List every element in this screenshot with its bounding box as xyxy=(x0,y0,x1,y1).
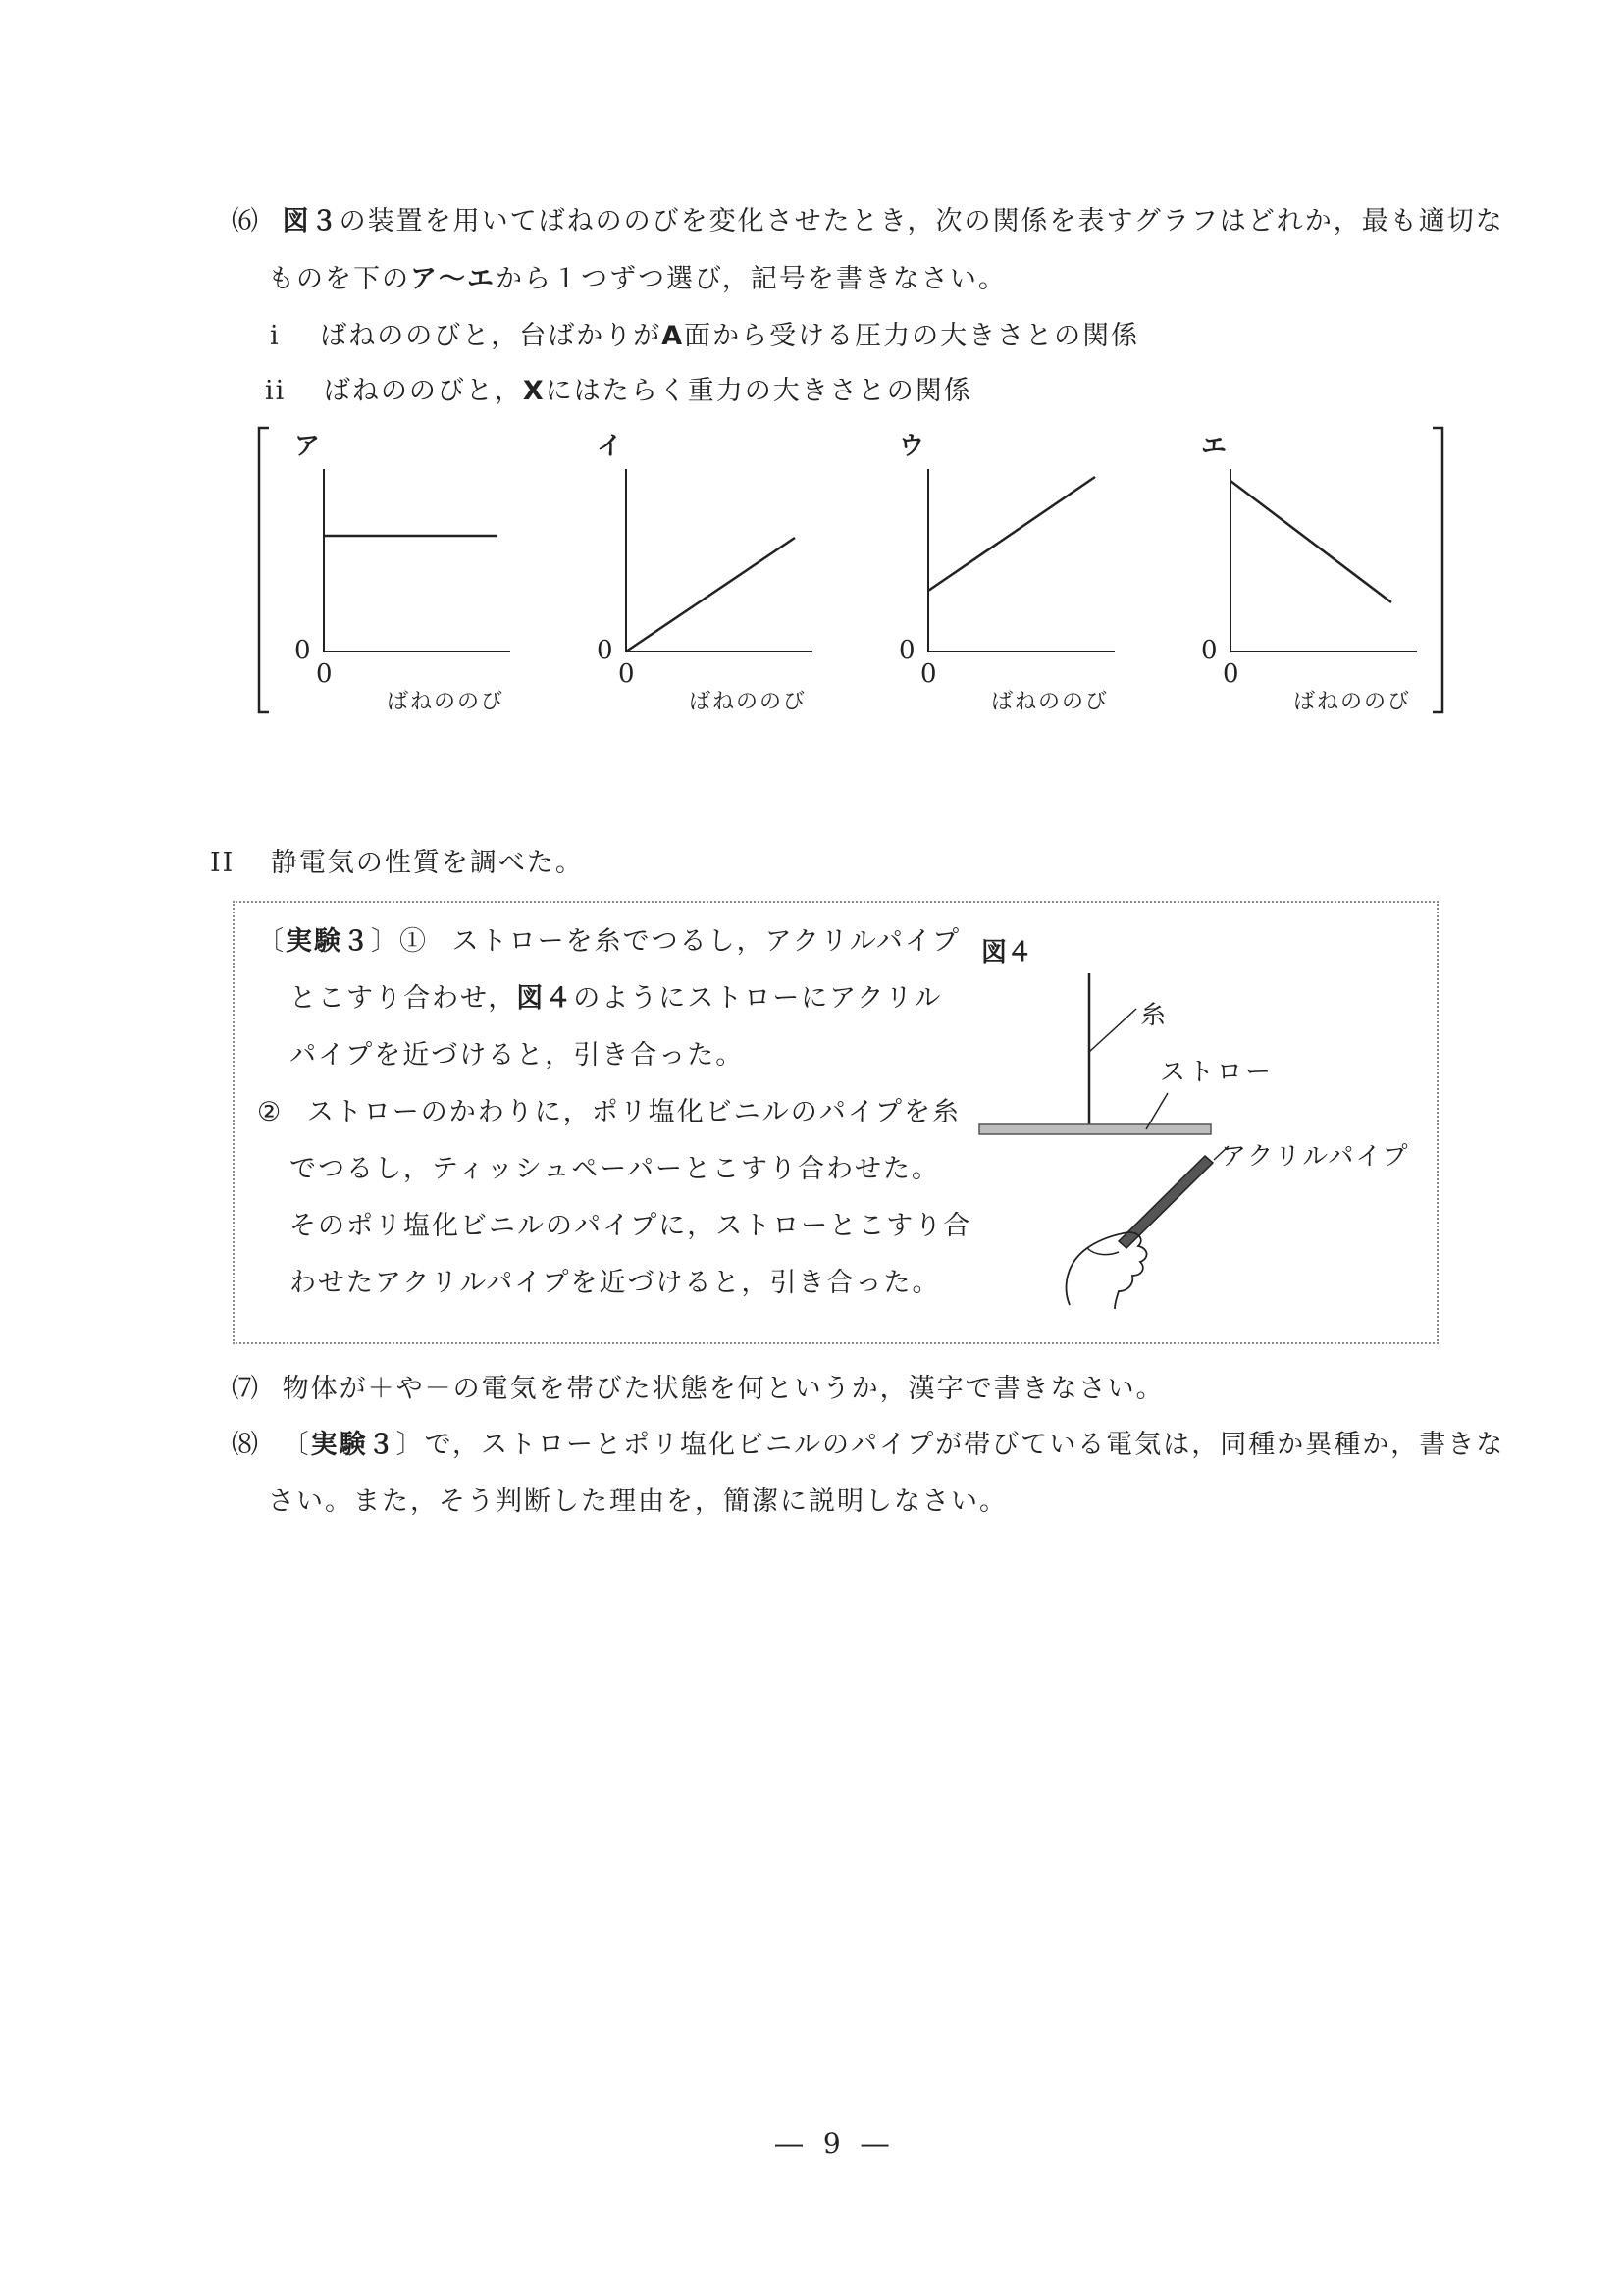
exp3-line4-text: ストローのかわりに，ポリ塩化ビニルのパイプを糸 xyxy=(306,1097,962,1127)
exp3-line2 xyxy=(289,985,942,1012)
fig4-title: 図４ xyxy=(981,938,1033,967)
graph-e-zero-x: 0 xyxy=(1223,659,1239,689)
section-2-title: 静電気の性質を調べた。 xyxy=(270,848,584,878)
q6-item-ii xyxy=(265,378,972,404)
q7-text: 物体が＋や－の電気を帯びた状態を何というか，漢字で書きなさい。 xyxy=(282,1374,1165,1404)
left-bracket xyxy=(253,424,273,718)
q6-i-text-b: 面から受ける圧力の大きさとの関係 xyxy=(684,321,1140,351)
graph-i-zero-x: 0 xyxy=(618,659,635,689)
exp3-line5: でつるし，ティッシュペーパーとこすり合わせた。 xyxy=(289,1154,940,1184)
graph-a-label: ア xyxy=(294,432,321,461)
graph-i-line xyxy=(626,538,795,652)
q7 xyxy=(232,1376,1165,1402)
q8-line2: さい。また，そう判断した理由を，簡潔に説明しなさい。 xyxy=(268,1487,1008,1517)
graph-u-xlabel: ばねののび xyxy=(991,690,1110,714)
fig4-straw xyxy=(979,1124,1211,1134)
q6-number: ⑹ xyxy=(232,206,260,236)
exp3-line4 xyxy=(257,1099,961,1125)
q6-ii-mark: ii xyxy=(265,376,287,406)
exp3-line7: わせたアクリルパイプを近づけると，引き合った。 xyxy=(289,1268,941,1298)
page-number: ― 9 ― xyxy=(775,2127,895,2160)
graph-e-label: エ xyxy=(1201,432,1228,461)
q6-choice-range: ア～エ xyxy=(410,264,496,294)
exp3-line1-text: ストローを糸でつるし，アクリルパイプ xyxy=(451,926,962,957)
q6-line1 xyxy=(232,208,1504,235)
q6-line1-text: の装置を用いてばねののびを変化させたとき，次の関係を表すグラフはどれか，最も適切な xyxy=(339,206,1504,236)
graph-e-xlabel: ばねののび xyxy=(1293,690,1412,714)
graph-i xyxy=(587,422,852,716)
graph-a-zero-y: 0 xyxy=(294,636,311,665)
q6-ii-label-X: X xyxy=(522,376,546,406)
exp3-bracket-close: 〕 xyxy=(371,926,399,957)
graph-e-line xyxy=(1230,481,1391,602)
q6-line2-a: ものを下の xyxy=(268,264,410,294)
q6-item-i xyxy=(270,323,1139,349)
exp3-step1-num: ① xyxy=(399,926,428,957)
exp3-line3: パイプを近づけると，引き合った。 xyxy=(289,1040,745,1070)
q6-line2 xyxy=(268,266,1007,292)
fig4-label-thread: 糸 xyxy=(1140,1001,1167,1030)
q8-number: ⑻ xyxy=(232,1430,260,1460)
q8-exp-label: 実験３ xyxy=(310,1430,396,1460)
graph-i-label: イ xyxy=(597,432,623,461)
graph-u-label: ウ xyxy=(899,432,925,461)
q6-line2-b: から１つずつ選び，記号を書きなさい。 xyxy=(496,264,1007,294)
fig4-label-straw: ストロー xyxy=(1160,1058,1275,1087)
q6-ii-text-a: ばねののびと， xyxy=(323,376,523,406)
graph-a-xlabel: ばねののび xyxy=(387,690,505,714)
q8-line1 xyxy=(232,1432,1504,1458)
q8-bracket-open: 〔 xyxy=(282,1430,311,1460)
exp3-line6: そのポリ塩化ビニルのパイプに，ストローとこすり合 xyxy=(289,1211,972,1241)
graph-i-xlabel: ばねののび xyxy=(689,690,808,714)
exp3-line1 xyxy=(257,928,961,955)
q8-text: 〕で，ストローとポリ塩化ビニルのパイプが帯びている電気は，同種か異種か，書きな xyxy=(395,1430,1505,1460)
fig4-thumb xyxy=(1087,1248,1119,1255)
fig4-acrylic-pipe xyxy=(1119,1156,1213,1248)
exp3-label: 実験３ xyxy=(286,926,371,957)
q7-number: ⑺ xyxy=(232,1374,260,1404)
exp3-bracket-open: 〔 xyxy=(257,926,286,957)
graph-i-zero-y: 0 xyxy=(597,636,613,665)
graph-u-zero-x: 0 xyxy=(920,659,937,689)
section-2-mark: II xyxy=(210,848,236,878)
q6-i-label-A: A xyxy=(661,321,685,351)
section-2-heading xyxy=(210,850,584,876)
q6-ii-text-b: にはたらく重力の大きさとの関係 xyxy=(545,376,972,406)
graph-u-line xyxy=(928,477,1095,591)
exp3-line2-b: のようにストローにアクリル xyxy=(573,983,943,1014)
graph-e-zero-y: 0 xyxy=(1201,636,1218,665)
exp3-line2-a: とこすり合わせ， xyxy=(289,983,517,1014)
graph-u xyxy=(889,422,1154,716)
fig4-hand xyxy=(1067,1232,1147,1309)
graph-u-zero-y: 0 xyxy=(899,636,916,665)
q6-fig-ref: 図３ xyxy=(282,206,340,236)
exp3-fig-ref: 図４ xyxy=(516,983,574,1014)
exp3-step2-num: ② xyxy=(257,1097,284,1127)
graph-a-zero-x: 0 xyxy=(316,659,333,689)
q6-i-mark: i xyxy=(270,321,281,351)
fig4-label-pipe: アクリルパイプ xyxy=(1221,1142,1410,1172)
q6-i-text-a: ばねののびと，台ばかりが xyxy=(320,321,662,351)
fig4-thread-leader xyxy=(1089,1009,1136,1052)
graph-e xyxy=(1191,422,1456,716)
graph-a xyxy=(285,422,550,716)
